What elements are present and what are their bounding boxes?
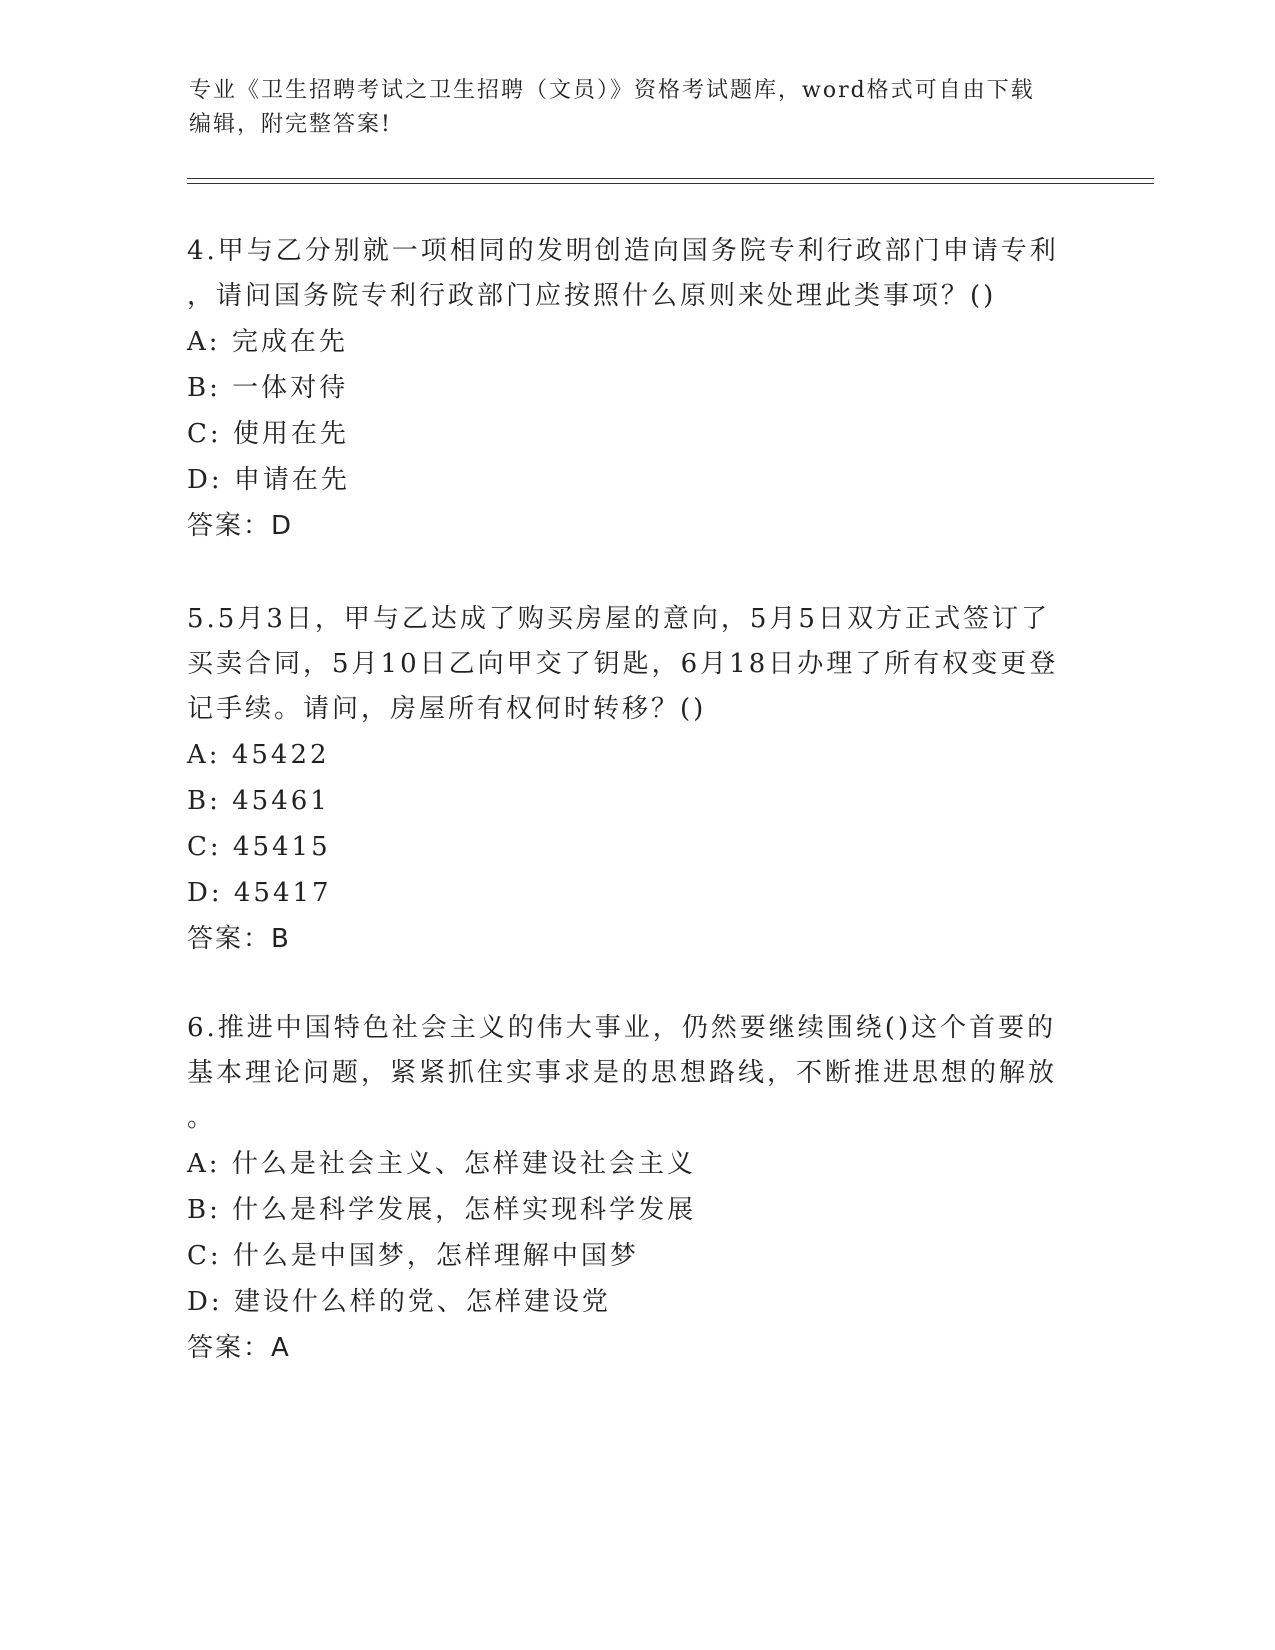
option-key: C: [187,832,222,862]
question-stem-line: 。 [187,1103,217,1133]
option-d [187,1279,1087,1325]
option-c [187,411,1087,457]
header-divider-bottom [187,183,1154,184]
question-5 [187,597,1087,962]
answer-line: 答案：D [187,511,294,541]
option-key: B: [187,373,221,403]
option-text: 什么是社会主义、怎样建设社会主义 [231,1149,696,1179]
option-text: 完成在先 [231,327,348,357]
question-stem-line: 买卖合同，5月10日乙向甲交了钥匙，6月18日办理了所有权变更登 [187,649,1059,679]
option-c [187,1233,1087,1279]
header-line-1: 专业《卫生招聘考试之卫生招聘（文员）》资格考试题库，word格式可自由下载 [189,78,1035,103]
option-key: A: [187,1149,221,1179]
question-stem-line: 6.推进中国特色社会主义的伟大事业，仍然要继续围绕()这个首要的 [187,1013,1057,1043]
option-text: 45461 [232,786,330,816]
question-6 [187,1006,1087,1371]
option-d [187,870,1087,916]
option-d [187,457,1087,503]
option-key: D: [187,465,223,495]
question-stem [187,229,1087,319]
question-stem-line: 5.5月3日，甲与乙达成了购买房屋的意向，5月5日双方正式签订了 [187,604,1050,634]
question-stem [187,1006,1087,1141]
header-line-2: 编辑，附完整答案! [189,112,392,137]
answer-line: 答案：B [187,924,291,954]
option-text: 45417 [233,878,332,908]
option-a [187,319,1087,365]
option-text: 使用在先 [232,419,349,449]
option-text: 申请在先 [233,465,350,495]
option-text: 什么是科学发展，怎样实现科学发展 [232,1195,697,1225]
option-key: B: [187,786,221,816]
option-text: 什么是中国梦，怎样理解中国梦 [232,1241,639,1271]
answer-line: 答案：A [187,1333,291,1363]
question-stem-line: 基本理论问题，紧紧抓住实事求是的思想路线，不断推进思想的解放 [187,1058,1058,1088]
option-key: A: [187,327,221,357]
question-stem [187,597,1087,732]
option-text: 45415 [232,832,331,862]
option-c [187,824,1087,870]
question-stem-line: 4.甲与乙分别就一项相同的发明创造向国务院专利行政部门申请专利 [187,236,1059,266]
question-4 [187,229,1087,549]
document-header [189,74,1089,142]
option-key: C: [187,419,222,449]
option-text: 建设什么样的党、怎样建设党 [233,1287,611,1317]
option-b [187,365,1087,411]
option-key: C: [187,1241,222,1271]
option-key: A: [187,740,221,770]
option-b [187,778,1087,824]
option-key: D: [187,878,223,908]
question-stem-line: 记手续。请问，房屋所有权何时转移？() [187,694,707,724]
option-text: 45422 [231,740,330,770]
option-b [187,1187,1087,1233]
question-stem-line: ，请问国务院专利行政部门应按照什么原则来处理此类事项？() [187,281,997,311]
header-divider-top [187,178,1154,179]
option-a [187,732,1087,778]
option-key: B: [187,1195,221,1225]
option-key: D: [187,1287,223,1317]
option-a [187,1141,1087,1187]
option-text: 一体对待 [232,373,349,403]
